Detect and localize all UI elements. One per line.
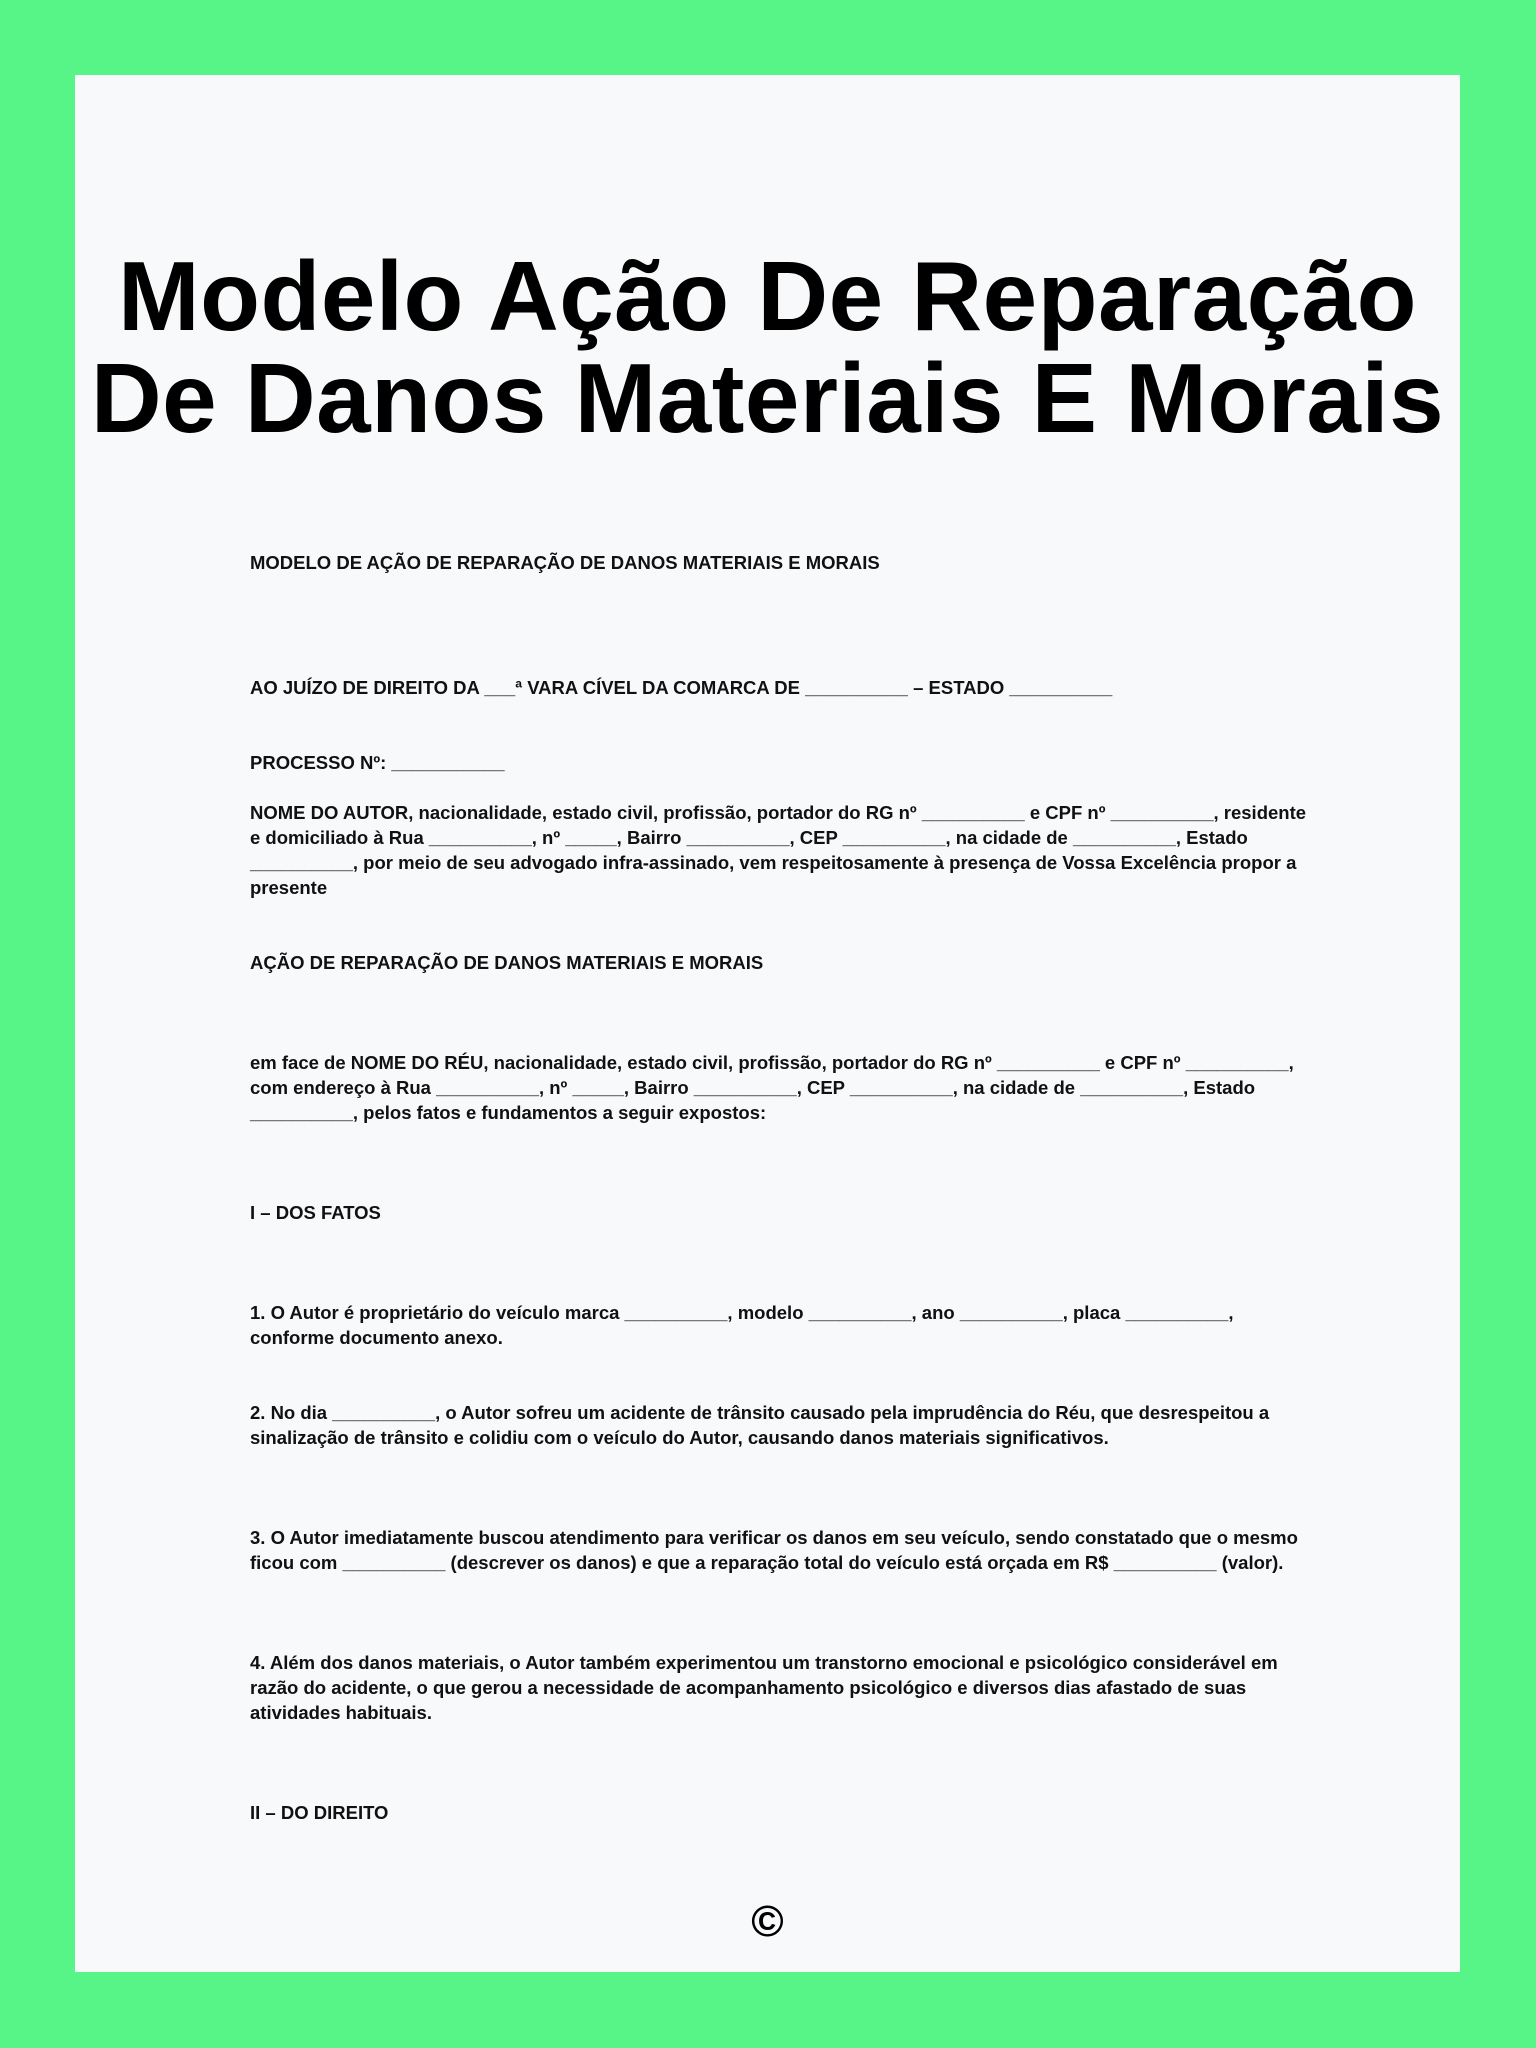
page-title [75,241,1460,453]
section-facts-heading: I – DOS FATOS [250,1202,381,1223]
defendant-paragraph: em face de NOME DO RÉU, nacionalidade, estado civil, profissão, portador do RG nº __________ e CPF nº __________, com endereço à Rua __________, nº _____, Bairro __________, CEP __________, na cidade de __________, Estado __________, pelos fatos e fundamentos a seguir expostos: [250,1052,1294,1123]
fact-3: 3. O Autor imediatamente buscou atendimento para verificar os danos em seu veículo, sendo constatado que o mesmo ficou com __________ (descrever os danos) e que a reparação total do veículo está orçada em R$ __________ (valor). [250,1527,1298,1573]
document-page [75,75,1460,1972]
page-title-line-2: De Danos Materiais E Morais [90,343,1445,453]
document-heading: MODELO DE AÇÃO DE REPARAÇÃO DE DANOS MATERIAIS E MORAIS [250,552,880,573]
fact-1: 1. O Autor é proprietário do veículo marca __________, modelo __________, ano __________, placa __________, conforme documento anexo. [250,1302,1234,1348]
section-law-heading: II – DO DIREITO [250,1802,389,1823]
plaintiff-paragraph: NOME DO AUTOR, nacionalidade, estado civil, profissão, portador do RG nº __________ e CPF nº __________, residente e domiciliado à Rua __________, nº _____, Bairro __________, CEP __________, na cidade de __________, Estado __________, por meio de seu advogado infra-assinado, vem respeitosamente à presença de Vossa Excelência propor a presente [250,802,1307,898]
addressee-line: AO JUÍZO DE DIREITO DA ___ª VARA CÍVEL DA COMARCA DE __________ – ESTADO __________ [250,677,1113,698]
action-title: AÇÃO DE REPARAÇÃO DE DANOS MATERIAIS E MORAIS [250,952,764,973]
process-number: PROCESSO Nº: ___________ [250,752,505,773]
page-title-line-1: Modelo Ação De Reparação [117,241,1418,351]
fact-2: 2. No dia __________, o Autor sofreu um acidente de trânsito causado pela imprudência do Réu, que desrespeitou a sinalização de trânsito e colidiu com o veículo do Autor, causando danos materiais significativos. [250,1402,1270,1448]
copyright-icon: © [751,1897,784,1946]
fact-4: 4. Além dos danos materiais, o Autor também experimentou um transtorno emocional e psicológico considerável em razão do acidente, o que gerou a necessidade de acompanhamento psicológico e diversos dias afastado de suas atividades habituais. [250,1652,1278,1723]
